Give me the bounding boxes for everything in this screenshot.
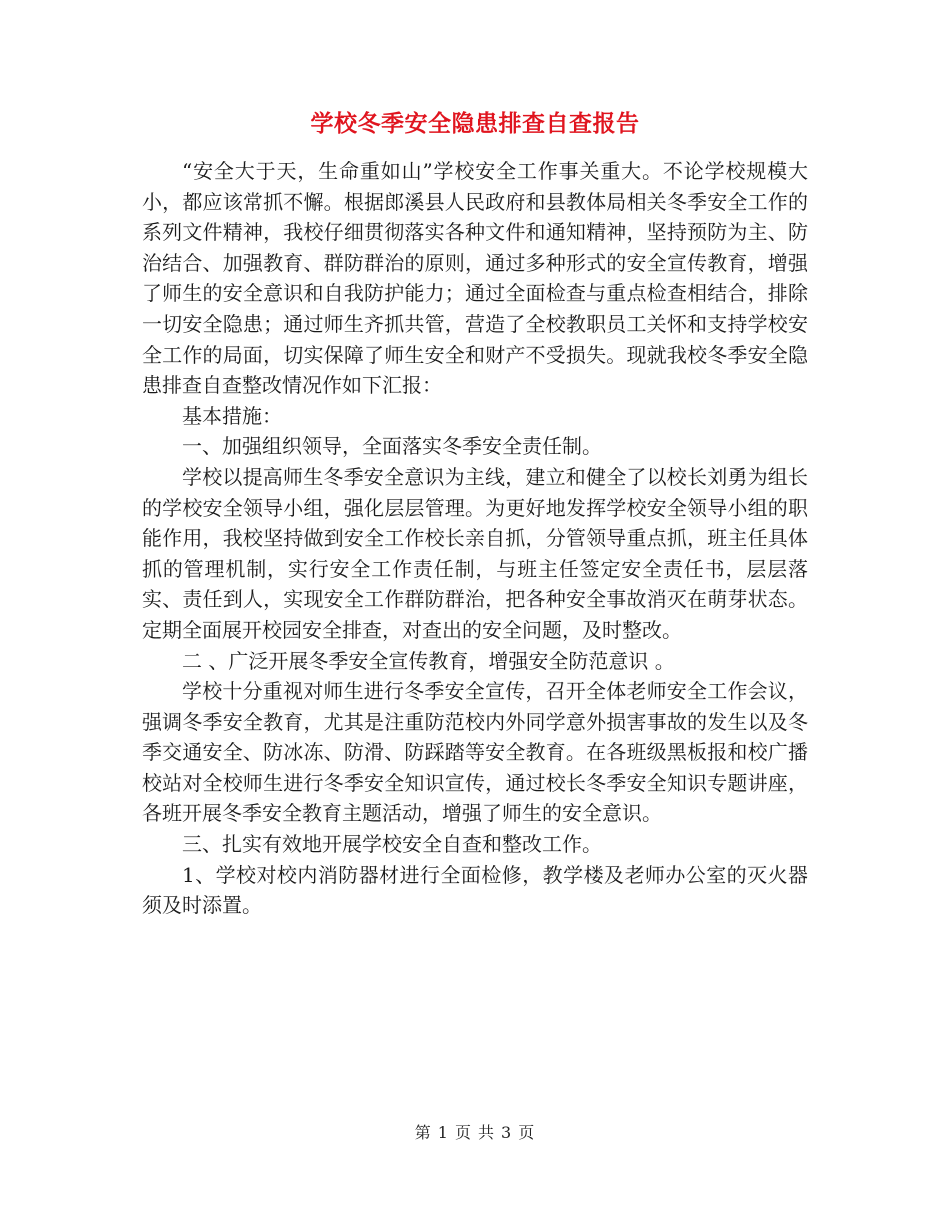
section-heading-3: 三、扎实有效地开展学校安全自查和整改工作。 xyxy=(182,832,602,857)
page-footer xyxy=(0,1122,950,1144)
footer-suffix: 页 xyxy=(518,1123,536,1142)
paragraph-section-1: 学校以提高师生冬季安全意识为主线，建立和健全了以校长刘勇为组长的学校安全领导小组，强化层层管理。为更好地发挥学校安全领导小组的职能作用，我校坚持做到安全工作校长亲自抓，分管领导重点抓，班主任具体抓的管理机制，实行安全工作责任制，与班主任签定安全责任书，层层落实、责任到人，实现安全工作群防群治，把各种安全事故消灭在萌芽状态。定期全面展开校园安全排查，对查出的安全问题，及时整改。 xyxy=(142,464,808,642)
document-title: 学校冬季安全隐患排查自查报告 xyxy=(310,111,640,137)
paragraph-item-1: 1、学校对校内消防器材进行全面检修，教学楼及老师办公室的灭火器须及时添置。 xyxy=(142,862,808,918)
paragraph-section-2: 学校十分重视对师生进行冬季安全宣传，召开全体老师安全工作会议，强调冬季安全教育，尤其是注重防范校内外同学意外损害事故的发生以及冬季交通安全、防冰冻、防滑、防踩踏等安全教育。在各班级黑板报和校广播校站对全校师生进行冬季安全知识宣传，通过校长冬季安全知识专题讲座，各班开展冬季安全教育主题活动，增强了师生的安全意识。 xyxy=(142,679,808,826)
footer-prefix: 第 xyxy=(414,1123,432,1142)
footer-current-page: 1 xyxy=(437,1123,449,1142)
section-heading-1: 一、加强组织领导，全面落实冬季安全责任制。 xyxy=(182,434,602,459)
footer-total-word: 共 xyxy=(478,1123,496,1142)
footer-total-pages: 3 xyxy=(501,1123,513,1142)
section-heading-2: 二 、广泛开展冬季安全宣传教育，增强安全防范意识 。 xyxy=(182,648,675,673)
footer-page-word: 页 xyxy=(454,1123,472,1142)
paragraph-basic-measures: 基本措施： xyxy=(182,403,282,428)
paragraph-intro: “安全大于天，生命重如山”学校安全工作事关重大。不论学校规模大小，都应该常抓不懈。根据郎溪县人民政府和县教体局相关冬季安全工作的系列文件精神，我校仔细贯彻落实各种文件和通知精神，坚持预防为主、防治结合、加强教育、群防群治的原则，通过多种形式的安全宣传教育，增强了师生的安全意识和自我防护能力；通过全面检查与重点检查相结合，排除一切安全隐患；通过师生齐抓共管，营造了全校教职员工关怀和支持学校安全工作的局面，切实保障了师生安全和财产不受损失。现就我校冬季安全隐患排查自查整改情况作如下汇报： xyxy=(142,159,808,398)
document-body xyxy=(142,156,808,921)
